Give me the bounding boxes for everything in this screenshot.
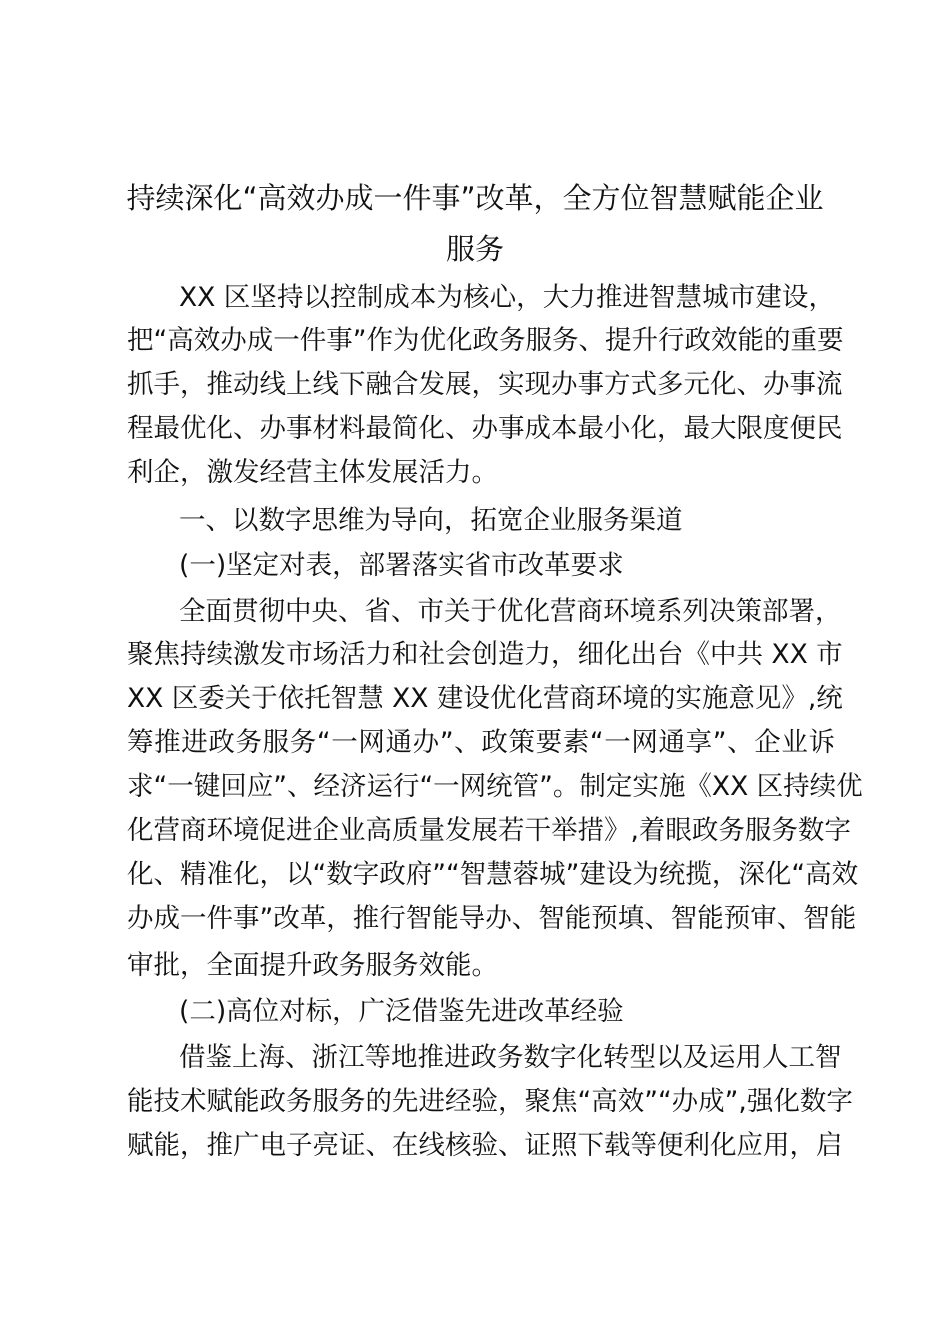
subsection-2-line-1: 借鉴上海、浙江等地推进政务数字化转型以及运用人工智 xyxy=(179,1042,842,1073)
subsection-2-line-2: 能技术赋能政务服务的先进经验，聚焦“高效”“办成”,强化数字 xyxy=(127,1086,853,1117)
intro-line-4: 程最优化、办事材料最简化、办事成本最小化，最大限度便民 xyxy=(127,413,843,444)
document-title-line-1: 持续深化“高效办成一件事”改革，全方位智慧赋能企业 xyxy=(126,181,824,215)
subsection-2-line-3: 赋能，推广电子亮证、在线核验、证照下载等便利化应用，启 xyxy=(127,1130,843,1161)
subsection-1-line-1: 全面贯彻中央、省、市关于优化营商环境系列决策部署， xyxy=(179,596,842,627)
subsection-1-line-8: 办成一件事”改革，推行智能导办、智能预填、智能预审、智能 xyxy=(127,903,857,934)
subsection-2-heading: (二)高位对标，广泛借鉴先进改革经验 xyxy=(179,996,624,1027)
subsection-1-line-9: 审批，全面提升政务服务效能。 xyxy=(127,950,498,981)
intro-line-5: 利企，激发经营主体发展活力。 xyxy=(127,457,498,488)
intro-line-2: 把“高效办成一件事”作为优化政务服务、提升行政效能的重要 xyxy=(127,325,844,356)
intro-line-3: 抓手，推动线上线下融合发展，实现办事方式多元化、办事流 xyxy=(127,369,843,400)
subsection-1-line-3: XX 区委关于依托智慧 XX 建设优化营商环境的实施意见》,统 xyxy=(127,683,843,714)
subsection-1-line-6: 化营商环境促进企业高质量发展若干举措》,着眼政务服务数字 xyxy=(127,815,851,846)
subsection-1-line-7: 化、精准化，以“数字政府”“智慧蓉城”建设为统揽，深化“高效 xyxy=(127,859,859,890)
intro-line-1: XX 区坚持以控制成本为核心，大力推进智慧城市建设， xyxy=(179,282,835,313)
subsection-1-heading: (一)坚定对表，部署落实省市改革要求 xyxy=(179,550,624,581)
subsection-1-line-4: 筹推进政务服务“一网通办”、政策要素“一网通享”、企业诉 xyxy=(127,727,835,758)
subsection-1-line-5: 求“一键回应”、经济运行“一网统管”。制定实施《XX 区持续优 xyxy=(127,771,863,802)
document-title-line-2: 服务 xyxy=(445,232,504,266)
subsection-1-line-2: 聚焦持续激发市场活力和社会创造力，细化出台《中共 XX 市 xyxy=(127,639,843,670)
section-1-heading: 一、以数字思维为导向，拓宽企业服务渠道 xyxy=(179,505,683,536)
